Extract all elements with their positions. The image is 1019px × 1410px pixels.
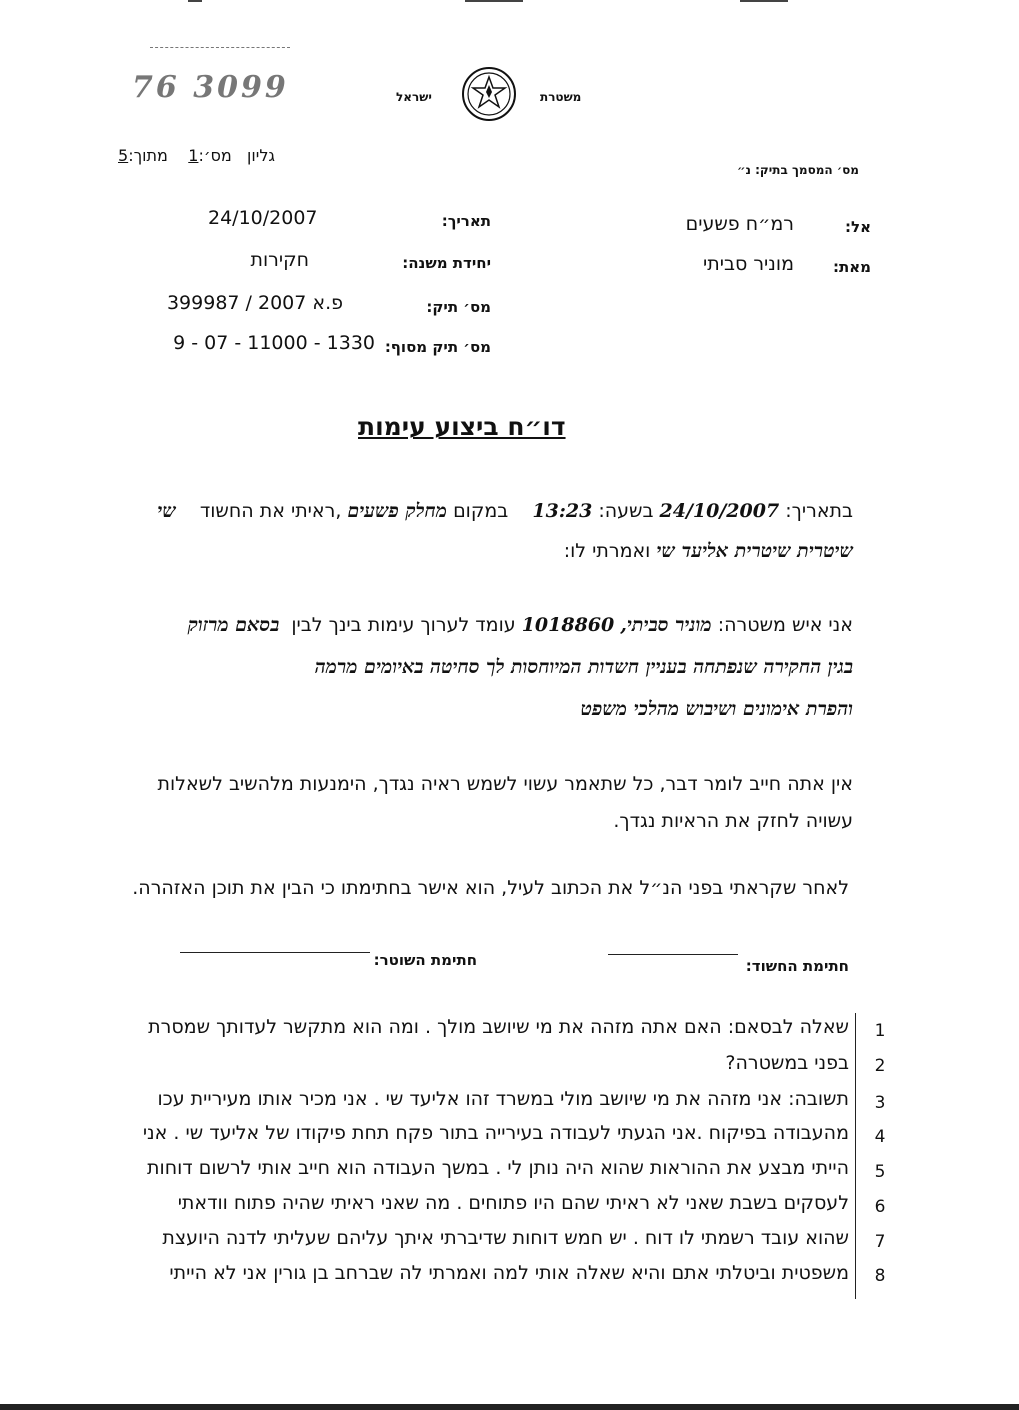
officer-prefix: אני איש משטרה: (717, 614, 853, 636)
transcript-line: משפטית וביטלתי אתם והיא שאלה אותי למה ואמרתי לה שברחב בן גורין אני לא הייתי (169, 1262, 849, 1284)
officer-signature-line (180, 952, 370, 953)
transcript-line: תשובה: אני מזהה את מי שיושב מולי במשרד זהו אליעד שי . אני מכיר אותו מעיריית עכו (157, 1088, 849, 1110)
stamp-text: 76 3099 (132, 70, 289, 105)
doc-ref-label: מס׳ המסמך בתיק: נ״ (736, 163, 859, 177)
officer-badge: 1018860 (521, 614, 615, 636)
line-number: 1 (874, 1021, 886, 1041)
scan-mark (465, 0, 523, 2)
line-number: 2 (874, 1056, 886, 1076)
line-number: 6 (874, 1197, 886, 1217)
intro-suspect: שי (157, 500, 176, 522)
intro-suspect-name: שיטרית שיטרית אליעד שי (656, 540, 853, 562)
scan-mark (188, 0, 202, 2)
scan-bottom-edge (0, 1404, 1019, 1410)
suspect-signature-label: חתימת החשוד: (745, 957, 849, 975)
line-number: 8 (874, 1266, 886, 1286)
suspect-signature-line (608, 954, 738, 955)
intro-time-label: בשעה: (598, 500, 654, 522)
file-value: פ.א 2007 / 399987 (166, 292, 343, 314)
officer-line-3 (581, 698, 853, 721)
unit-label: יחידת משנה: (402, 254, 491, 272)
witness-name: בסאם מרזוק (187, 614, 280, 636)
intro-said: ואמרתי לו: (563, 540, 651, 562)
to-value: רמ״ח פשעים (685, 213, 794, 235)
officer-line-2 (315, 656, 853, 679)
intro-date-prefix: בתאריך: (785, 500, 853, 522)
warning-line-2: עשויה לחזק את הראיות נגדך. (613, 810, 853, 832)
intro-saw: ,ראיתי את החשוד (199, 500, 342, 522)
officer-line-1 (188, 614, 853, 637)
scan-mark (740, 0, 788, 2)
line-number: 5 (874, 1162, 886, 1182)
intro-time: 13:23 (532, 500, 593, 522)
warning-line-3: לאחר שקראתי בפני הנ״ל את הכתוב לעיל, הוא אישר בחתימתו כי הבין את תוכן האזהרה. (132, 877, 849, 899)
sheet-label: גליון (247, 146, 275, 165)
date-value: 24/10/2007 (208, 207, 318, 229)
intro-line-1 (157, 500, 853, 523)
line-number: 4 (874, 1127, 886, 1147)
intro-date: 24/10/2007 (659, 500, 780, 522)
of-total: 5 (118, 146, 129, 165)
case-line: בגין החקירה שנפתחה בעניין חשדות המיוחסות לך סחיטה באיומים מרמה (314, 656, 853, 678)
officer-signature-label: חתימת השוטר: (373, 951, 477, 969)
line-number: 3 (874, 1093, 886, 1113)
transcript-margin-line (855, 1013, 856, 1299)
date-label: תאריך: (441, 212, 491, 230)
page-title: דו״ח ביצוע עימות (358, 412, 566, 441)
sheet-info (118, 146, 275, 165)
transcript-line: בפני במשטרה? (725, 1052, 849, 1074)
transcript-line: לעסקים בשבת שאני לא ראיתי שהם היו פתוחים . מה שאני ראיתי שהיה פתוח וודאתי (177, 1192, 849, 1214)
unit-value: חקירות (250, 249, 309, 271)
case-line-2: והפרת אימונים ושיבוש מהלכי משפט (580, 698, 853, 720)
intro-place: מחלק פשעים (347, 500, 448, 522)
sheet-number-label: מס׳: (198, 146, 232, 165)
emblem-right-text: ישראל (396, 90, 432, 104)
intro-place-label: במקום (453, 500, 509, 522)
from-value: מוניר סביתי (702, 253, 794, 275)
officer-mid: עומד לערוך עימות בינך לבין (291, 614, 516, 636)
of-label: מתוך: (128, 146, 168, 165)
warning-line-1: אין אתה חייב לומר דבר, כל שתאמר עשוי לשמש ראיה נגדך, הימנעות מלהשיב לשאלות (157, 773, 853, 795)
from-label: מאת: (832, 258, 871, 276)
stamp-dashes (150, 47, 290, 48)
to-label: אל: (845, 218, 871, 236)
emblem-left-text: משטרת (540, 90, 582, 104)
transcript-line: שהוא עובד רשמתי לו דוח . יש חמש דוחות שדיברתי איתך עליהם שעליתי לדנה היועצת (162, 1227, 849, 1249)
transcript-line: שאלה לבסאם: האם אתה מזהה את מי שיושב מולך . ומה הוא מתקשר לעדותך שמסרת (148, 1016, 849, 1038)
line-number: 7 (874, 1232, 886, 1252)
transcript-line: מהעבודה בפיקוח .אני הגעתי לעבודה בעירייה בתור פקח תחת פיקודו של אליעד שי . אני (142, 1122, 849, 1144)
officer-name: מוניר סביתי, (620, 614, 712, 636)
police-emblem-icon (461, 66, 517, 122)
sheet-number: 1 (188, 146, 199, 165)
intro-line-2 (564, 540, 853, 563)
archive-value: 9 - 07 - 11000 - 1330 (173, 332, 375, 354)
archive-label: מס׳ תיק מסוף: (384, 338, 491, 356)
file-label: מס׳ תיק: (426, 298, 491, 316)
transcript-line: הייתי מבצע את ההוראות שהוא היה נותן לי . במשך העבודה הוא חייב אותי לרשום דוחות (147, 1157, 849, 1179)
